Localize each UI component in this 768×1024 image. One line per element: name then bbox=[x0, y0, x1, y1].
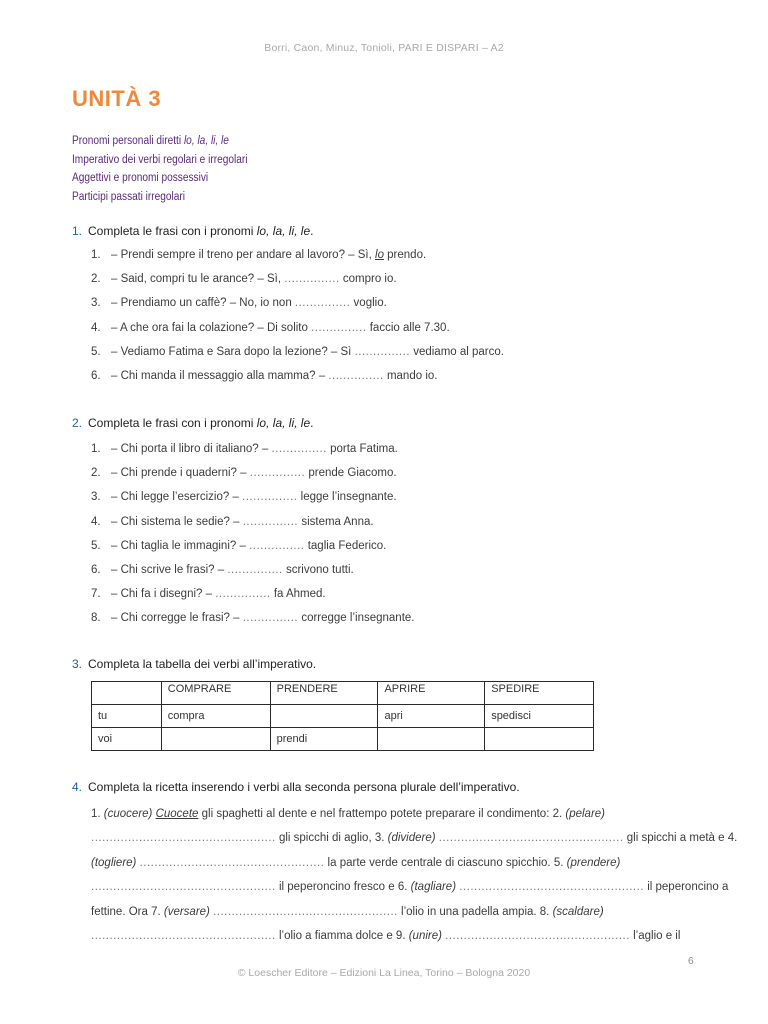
table-header-row bbox=[92, 682, 594, 705]
item-text-end: compro io. bbox=[339, 273, 397, 286]
item-number: 2. bbox=[91, 467, 101, 480]
topic-text: Imperativo dei verbi regolari e irregolari bbox=[72, 153, 248, 166]
recipe-line bbox=[91, 900, 691, 924]
item-blank[interactable]: ............... bbox=[249, 467, 306, 480]
item-text-end: mando io. bbox=[383, 370, 438, 382]
exercise-3-instruction: 3. Completa la tabella dei verbi all’imperativo. bbox=[72, 657, 317, 671]
item-text: – Chi legge l’esercizio? – bbox=[111, 491, 243, 504]
item-number: 6. bbox=[91, 370, 101, 382]
exercise-number: 4. bbox=[72, 780, 83, 794]
table-header-cell: PRENDERE bbox=[270, 682, 378, 705]
topic-item bbox=[72, 132, 247, 151]
recipe-line bbox=[91, 802, 691, 826]
item-text: – A che ora fai la colazione? – Di solito bbox=[111, 321, 312, 334]
topic-text: Participi passati irregolari bbox=[72, 190, 186, 203]
topics-list bbox=[72, 132, 271, 206]
item-number: 4. bbox=[91, 515, 101, 528]
verb-hint: (prendere) bbox=[566, 856, 621, 869]
item-blank[interactable]: ............... bbox=[242, 612, 299, 625]
topic-italic: lo, la, li, le bbox=[183, 135, 229, 147]
exercise-item bbox=[91, 367, 437, 385]
recipe-text: gli spicchi di aglio, 3. bbox=[275, 832, 388, 845]
item-text: – Chi scrive le frasi? – bbox=[111, 564, 228, 576]
topic-text: Aggettivi e pronomi possessivi bbox=[72, 172, 209, 184]
item-blank[interactable]: ............... bbox=[227, 564, 283, 576]
recipe-line bbox=[91, 924, 691, 948]
topic-item bbox=[72, 188, 247, 207]
item-blank[interactable]: ............... bbox=[328, 370, 384, 382]
table-cell: tu bbox=[92, 705, 162, 728]
running-header: Borri, Caon, Minuz, Tonioli, PARI E DISPARI – A2 bbox=[264, 42, 504, 54]
table-cell[interactable]: compra bbox=[161, 705, 270, 728]
recipe-text: l’olio a fiamma dolce e 9. bbox=[275, 929, 409, 942]
recipe-text: il peperoncino fresco e 6. bbox=[275, 881, 411, 894]
table-cell[interactable]: spedisci bbox=[485, 705, 594, 728]
exercise-number: 1. bbox=[72, 224, 83, 238]
exercise-number: 3. bbox=[72, 657, 83, 671]
item-text-end: fa Ahmed. bbox=[270, 588, 326, 601]
recipe-text: l’aglio e il bbox=[629, 929, 681, 942]
item-number: 3. bbox=[91, 491, 101, 504]
table-cell[interactable] bbox=[378, 728, 485, 751]
topic-item bbox=[72, 151, 247, 170]
recipe-line bbox=[91, 826, 738, 850]
verb-hint: (scaldare) bbox=[552, 905, 604, 918]
exercise-item bbox=[91, 440, 398, 458]
verb-hint: (unire) bbox=[408, 929, 442, 942]
table-row bbox=[92, 728, 594, 751]
item-text: – Said, compri tu le arance? – Sì, bbox=[111, 273, 285, 286]
verb-hint: (versare) bbox=[163, 905, 210, 918]
table-cell[interactable] bbox=[485, 728, 594, 751]
recipe-text: la parte verde centrale di ciascuno spicchio. 5. bbox=[324, 856, 567, 869]
item-text-end: prendo. bbox=[383, 249, 427, 261]
item-number: 8. bbox=[91, 612, 101, 625]
verb-hint: (cuocere) bbox=[103, 808, 153, 820]
item-blank[interactable]: ............... bbox=[311, 321, 367, 334]
page-number: 6 bbox=[688, 956, 694, 967]
footer-copyright: © Loescher Editore – Edizioni La Linea, Torino – Bologna 2020 bbox=[237, 967, 531, 979]
answer-blank[interactable]: .................................................. bbox=[91, 881, 276, 894]
recipe-line bbox=[91, 851, 691, 875]
recipe-text: gli spaghetti al dente e nel frattempo potete preparare il condimento: 2. bbox=[198, 808, 566, 820]
table-header-cell bbox=[92, 682, 162, 705]
verb-hint: (dividere) bbox=[387, 832, 436, 845]
item-text-end: faccio alle 7.30. bbox=[366, 321, 450, 334]
recipe-text: l’olio in una padella ampia. 8. bbox=[397, 905, 553, 918]
exercise-item bbox=[91, 464, 397, 482]
item-text: – Chi corregge le frasi? – bbox=[111, 612, 243, 625]
item-text-end: sistema Anna. bbox=[298, 515, 374, 528]
item-text: – Chi manda il messaggio alla mamma? – bbox=[111, 370, 329, 382]
item-text-end: taglia Federico. bbox=[304, 539, 387, 552]
item-text-end: corregge l’insegnante. bbox=[298, 612, 415, 625]
item-number: 3. bbox=[91, 297, 101, 310]
answer-blank[interactable]: .................................................. bbox=[438, 832, 624, 845]
item-number: 4. bbox=[91, 321, 101, 334]
item-blank[interactable]: ............... bbox=[294, 297, 351, 310]
verb-hint: (pelare) bbox=[565, 808, 606, 820]
exercise-item bbox=[91, 294, 387, 312]
item-text: – Prendiamo un caffè? – No, io non bbox=[111, 297, 295, 310]
item-number: 7. bbox=[91, 588, 101, 601]
item-number: 6. bbox=[91, 564, 101, 576]
item-text-end: vediamo al parco. bbox=[410, 345, 504, 358]
exercise-item bbox=[91, 513, 374, 531]
table-cell[interactable]: apri bbox=[378, 705, 485, 728]
topic-text: Pronomi personali diretti bbox=[72, 135, 184, 147]
item-text: – Chi fa i disegni? – bbox=[111, 588, 216, 601]
item-number: 5. bbox=[91, 345, 101, 358]
exercise-item bbox=[91, 488, 397, 506]
recipe-text: fettine. Ora 7. bbox=[91, 905, 164, 918]
table-row bbox=[92, 705, 594, 728]
table-cell[interactable] bbox=[270, 705, 378, 728]
verb-hint: (togliere) bbox=[91, 856, 137, 869]
answer-blank[interactable]: .................................................. bbox=[139, 856, 325, 869]
item-text: – Chi prende i quaderni? – bbox=[111, 467, 250, 480]
item-text: – Vediamo Fatima e Sara dopo la lezione? – Sì bbox=[111, 345, 355, 358]
item-text-end: voglio. bbox=[350, 297, 387, 310]
item-blank[interactable]: ............... bbox=[242, 491, 298, 504]
table-header-cell: SPEDIRE bbox=[485, 682, 594, 705]
recipe-paragraph bbox=[91, 802, 738, 948]
exercise-item bbox=[91, 270, 397, 288]
recipe-text: il peperoncino a bbox=[644, 881, 729, 894]
topic-item bbox=[72, 169, 247, 188]
table-header-cell: COMPRARE bbox=[161, 682, 270, 705]
item-blank[interactable]: ............... bbox=[354, 345, 411, 358]
answer-blank[interactable]: .................................................. bbox=[91, 832, 276, 845]
item-text: – Prendi sempre il treno per andare al lavoro? – Sì, bbox=[111, 249, 376, 261]
item-blank[interactable]: ............... bbox=[249, 539, 305, 552]
exercise-item bbox=[91, 609, 414, 627]
item-number: 5. bbox=[91, 539, 101, 552]
example-answer: Cuocete bbox=[155, 808, 199, 820]
exercise-4-instruction: 4. Completa la ricetta inserendo i verbi alla seconda persona plurale dell’imperativo. bbox=[72, 780, 520, 794]
item-number: 2. bbox=[91, 273, 101, 286]
item-text-end: porta Fatima. bbox=[326, 443, 398, 455]
item-blank[interactable]: ............... bbox=[215, 588, 271, 601]
item-text: – Chi sistema le sedie? – bbox=[111, 515, 243, 528]
unit-title: UNITÀ 3 bbox=[72, 86, 162, 111]
exercise-2-instruction: 2. Completa le frasi con i pronomi lo, la, li, le. bbox=[72, 416, 314, 430]
item-blank[interactable]: ............... bbox=[271, 443, 327, 455]
recipe-text: 1. bbox=[91, 808, 104, 820]
table-cell: voi bbox=[92, 728, 162, 751]
item-number: 1. bbox=[91, 443, 101, 455]
item-text-end: legge l’insegnante. bbox=[297, 491, 397, 504]
recipe-line bbox=[91, 875, 729, 899]
recipe-text: gli spicchi a metà e 4. bbox=[623, 832, 738, 845]
table-header-cell: APRIRE bbox=[378, 682, 485, 705]
item-text: – Chi porta il libro di italiano? – bbox=[111, 443, 272, 455]
answer-blank[interactable]: .................................................. bbox=[459, 881, 645, 894]
exercise-number: 2. bbox=[72, 416, 83, 430]
exercise-1-instruction: 1. Completa le frasi con i pronomi lo, la, li, le. bbox=[72, 224, 314, 238]
item-text: – Chi taglia le immagini? – bbox=[111, 539, 250, 552]
exercise-item bbox=[91, 537, 386, 555]
item-answer: lo bbox=[375, 249, 384, 261]
answer-blank[interactable]: .................................................. bbox=[213, 905, 398, 918]
exercise-item bbox=[91, 561, 354, 579]
exercise-item bbox=[91, 319, 450, 337]
item-text-end: prende Giacomo. bbox=[305, 467, 397, 480]
exercise-item bbox=[91, 343, 504, 361]
exercise-item bbox=[91, 585, 326, 603]
verb-hint: (tagliare) bbox=[410, 881, 457, 894]
answer-blank[interactable]: .................................................. bbox=[445, 929, 630, 942]
exercise-item bbox=[91, 246, 426, 264]
answer-blank[interactable]: .................................................. bbox=[91, 929, 276, 942]
item-number: 1. bbox=[91, 249, 101, 261]
item-text-end: scrivono tutti. bbox=[282, 564, 354, 576]
item-blank[interactable]: ............... bbox=[242, 515, 299, 528]
table-cell[interactable]: prendi bbox=[270, 728, 378, 751]
imperative-verb-table bbox=[91, 681, 594, 751]
table-cell[interactable] bbox=[161, 728, 270, 751]
item-blank[interactable]: ............... bbox=[284, 273, 340, 286]
